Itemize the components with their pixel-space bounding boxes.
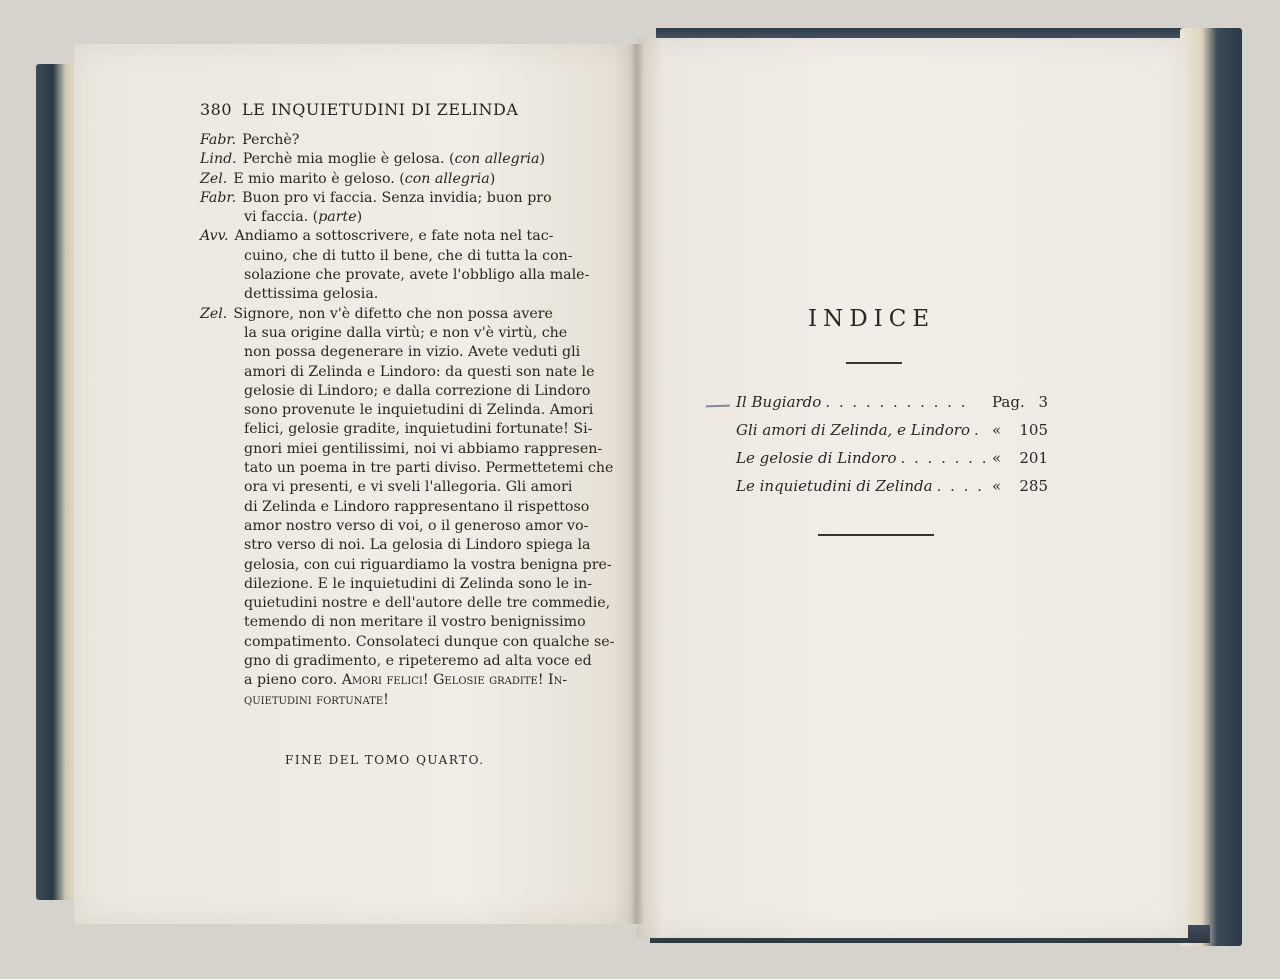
text-line [200,343,586,362]
text-line [200,633,615,652]
line-text: stro verso di noi. La gelosia di Lindoro spiega la [244,537,591,554]
line-body [244,324,567,343]
end-note: FINE DEL TOMO QUARTO. [285,753,485,767]
text-line [200,671,586,690]
text-line [200,363,595,382]
text-line [200,131,586,150]
line-text: compatimento. Consolateci dunque con qualche se- [244,633,615,650]
play-text [200,131,615,710]
stage-direction: parte [318,209,357,226]
text-line [200,305,586,324]
line-body [244,536,590,555]
stage-direction: con allegria [404,170,490,187]
line-body [244,440,602,459]
line-text: Andiamo a sottoscrivere, e fate nota nel tac- [234,228,554,245]
text-line [200,420,593,439]
line-body [244,498,589,517]
toc-page-number: 285 [1019,477,1048,495]
line-body [244,382,590,401]
line-text: dettissima gelosia. [244,286,379,303]
text-line [200,227,586,246]
text-line [200,150,586,169]
text-line [200,440,603,459]
text-line [200,478,586,497]
text-line [200,691,586,710]
speaker-label: Fabr. [200,132,237,148]
running-head [200,100,530,119]
line-body [244,208,362,227]
line-text: a pieno coro. [244,672,342,689]
line-body [244,575,592,594]
toc-entry [736,449,1048,477]
line-body [244,343,580,362]
line-text: amor nostro verso di voi, o il generoso amor vo- [244,517,589,534]
line-body [244,478,572,497]
line-text: gelosie di Lindoro; e dalla correzione di Lindoro [244,382,591,399]
line-text: Signore, non v'è difetto che non possa avere [233,305,553,322]
line-body [242,189,586,208]
toc-entry [736,477,1048,505]
toc-page-number: 105 [1019,421,1048,439]
line-body [244,247,573,266]
toc-page-mark: Pag. [992,393,1025,411]
running-title: LE INQUIETUDINI DI ZELINDA [242,100,519,119]
toc-leader-dots: . [973,421,981,439]
toc-leader-dots: . . . . . . . . . . . [825,393,968,411]
line-text: dilezione. E le inquietudini di Zelinda sono le in- [244,575,593,592]
index-heading: INDICE [808,306,936,332]
line-text: solazione che provate, avete l'obbligo alla male- [244,267,590,284]
text-line [200,556,612,575]
line-text: non possa degenerare in vizio. Avete veduti gli [244,344,581,361]
stage-direction: con allegria [454,151,540,168]
line-body [244,633,614,652]
line-body [244,285,378,304]
right-cover [1180,28,1242,946]
line-text: Perchè? [242,132,300,148]
line-body [244,459,613,478]
line-body [243,150,586,169]
line-text: la sua origine dalla virtù; e non v'è virtù, che [244,324,568,341]
table-of-contents [736,393,1048,505]
line-text: ) [356,209,363,226]
toc-leader-dots: . . . . [936,477,984,495]
line-body [244,691,389,710]
text-line [200,324,586,343]
left-cover [36,64,78,900]
line-text: E mio marito è geloso. ( [233,170,405,187]
toc-entry-title: Le inquietudini di Zelinda [736,477,933,495]
text-line [200,189,586,208]
line-body [235,227,586,246]
toc-page-number: 201 [1019,449,1048,467]
line-text: Perchè mia moglie è gelosa. ( [242,151,455,168]
text-line [200,536,591,555]
page-number: 380 [200,100,233,119]
line-text: vi faccia. ( [244,209,319,226]
toc-entry [736,393,1048,421]
speaker-label: Zel. [200,305,228,322]
line-text: sono provenute le inquietudini di Zelinda. Amori [244,402,594,419]
line-text: quietudini nostre e dell'autore delle tre commedie, [244,595,611,612]
line-body [244,613,586,632]
line-text: Amori felici! Gelosie gradite! In- [341,672,568,689]
text-line [200,382,591,401]
closing-rule [818,534,934,536]
line-text: ) [489,170,496,187]
toc-page-mark: « [992,421,1002,439]
line-text: cuino, che di tutto il bene, che di tutta la con- [244,247,573,264]
text-line [200,266,590,285]
toc-page-mark: « [992,477,1002,495]
toc-leader-dots: . . . . . . . [900,449,989,467]
text-line [200,208,586,227]
line-text: quietudini fortunate! [244,691,389,708]
line-body [244,517,588,536]
text-line [200,613,586,632]
toc-page-number: 3 [1038,393,1048,411]
line-body [233,305,586,324]
text-line [200,401,594,420]
line-text: felici, gelosie gradite, inquietudini fortunate! Si- [244,421,593,438]
book-gutter [630,44,644,924]
line-body [233,170,586,189]
line-body [244,363,594,382]
toc-entry-title: Il Bugiardo [736,393,822,411]
line-text: ora vi presenti, e vi sveli l'allegoria. Gli amori [244,479,573,496]
speaker-label: Zel. [200,170,228,187]
speaker-label: Avv. [200,228,229,245]
line-text: gnori miei gentilissimi, noi vi abbiamo rappresen- [244,440,603,457]
text-line [200,575,593,594]
text-line [200,170,586,189]
text-line [200,498,590,517]
text-line [200,652,592,671]
speaker-label: Lind. [200,151,237,168]
toc-entry [736,421,1048,449]
speaker-label: Fabr. [200,189,237,206]
line-body [244,594,610,613]
line-body [244,556,612,575]
text-line [200,459,614,478]
line-text: ) [539,151,546,168]
line-text: temendo di non meritare il vostro benignissimo [244,614,586,631]
line-body [244,652,592,671]
text-line [200,594,611,613]
text-line [200,285,586,304]
line-text: Buon pro vi faccia. Senza invidia; buon pro [242,189,552,206]
text-line [200,247,586,266]
line-body [244,266,589,285]
toc-entry-title: Gli amori di Zelinda, e Lindoro [736,421,970,439]
toc-entry-title: Le gelosie di Lindoro [736,449,897,467]
toc-page-mark: « [992,449,1002,467]
line-text: gelosia, con cui riguardiamo la vostra benigna pre- [244,556,612,573]
line-text: gno di gradimento, e ripeteremo ad alta voce ed [244,653,592,670]
text-line [200,517,589,536]
line-text: tato un poema in tre parti diviso. Permettetemi che [244,460,614,477]
line-body [242,131,586,150]
line-body [244,401,593,420]
line-body [244,420,592,439]
line-text: di Zelinda e Lindoro rappresentano il rispettoso [244,498,590,515]
line-body [244,671,567,690]
heading-rule [846,362,902,364]
line-text: amori di Zelinda e Lindoro: da questi son nate le [244,363,595,380]
